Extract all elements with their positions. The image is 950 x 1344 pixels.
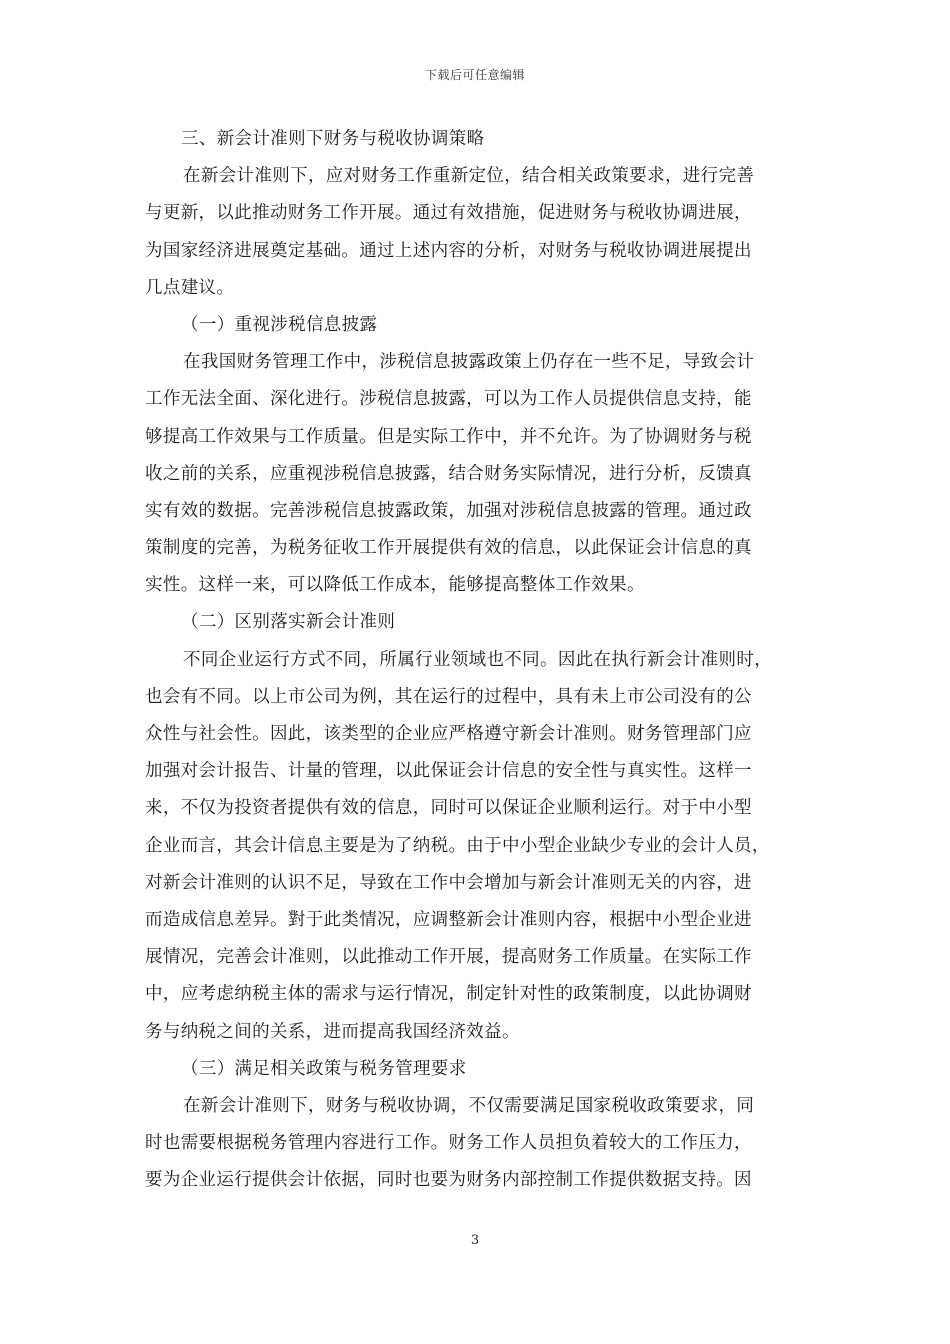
paragraph-line: 要为企业运行提供会计依据，同时也要为财务内部控制工作提供数据支持。因 <box>145 1170 752 1191</box>
page-header-note: 下载后可任意编辑 <box>424 68 525 82</box>
paragraph-line: 中，应考虑纳税主体的需求与运行情况，制定针对性的政策制度，以此协调财 <box>145 984 752 1005</box>
paragraph-line: 企业而言，其会计信息主要是为了纳税。由于中小型企业缺少专业的会计人员， <box>145 835 770 856</box>
subsection-heading: （一）重视涉税信息披露 <box>181 314 378 335</box>
paragraph-line: 策制度的完善，为税务征收工作开展提供有效的信息，以此保证会计信息的真 <box>145 538 752 559</box>
paragraph-line: 在我国财务管理工作中，涉税信息披露政策上仍存在一些不足，导致会计 <box>183 352 755 373</box>
paragraph-line: 与更新，以此推动财务工作开展。通过有效措施，促进财务与税收协调进展， <box>145 203 752 224</box>
paragraph-line: 实有效的数据。完善涉税信息披露政策，加强对涉税信息披露的管理。通过政 <box>145 500 752 521</box>
paragraph-line: 来，不仅为投资者提供有效的信息，同时可以保证企业顺利运行。对于中小型 <box>145 798 752 819</box>
paragraph-line: 几点建议。 <box>145 277 235 298</box>
paragraph-line: 也会有不同。以上市公司为例，其在运行的过程中，具有未上市公司没有的公 <box>145 686 752 707</box>
paragraph-line: 时也需要根据税务管理内容进行工作。财务工作人员担负着较大的工作压力， <box>145 1133 752 1154</box>
paragraph-line: 收之前的关系，应重视涉税信息披露，结合财务实际情况，进行分析，反馈真 <box>145 463 752 484</box>
paragraph-line: 够提高工作效果与工作质量。但是实际工作中，并不允许。为了协调财务与税 <box>145 426 752 447</box>
paragraph-line: 不同企业运行方式不同，所属行业领域也不同。因此在执行新会计准则时， <box>183 649 773 670</box>
paragraph-line: 工作无法全面、深化进行。涉税信息披露，可以为工作人员提供信息支持，能 <box>145 389 752 410</box>
paragraph-line: 务与纳税之间的关系，进而提高我国经济效益。 <box>145 1021 520 1042</box>
paragraph-line: 在新会计准则下，应对财务工作重新定位，结合相关政策要求，进行完善 <box>183 166 755 187</box>
section-heading: 三、新会计准则下财务与税收协调策略 <box>181 129 485 149</box>
paragraph-line: 在新会计准则下，财务与税收协调，不仅需要满足国家税收政策要求，同 <box>183 1095 755 1116</box>
page-number: 3 <box>470 1233 480 1248</box>
paragraph-line: 对新会计准则的认识不足，导致在工作中会增加与新会计准则无关的内容，进 <box>145 872 752 893</box>
paragraph-line: 而造成信息差异。對于此类情况，应调整新会计准则内容，根据中小型企业进 <box>145 909 752 930</box>
subsection-heading: （二）区别落实新会计准则 <box>181 612 396 633</box>
paragraph-line: 展情况，完善会计准则，以此推动工作开展，提高财务工作质量。在实际工作 <box>145 947 752 968</box>
document-body <box>145 121 805 1199</box>
paragraph-line: 加强对会计报告、计量的管理，以此保证会计信息的安全性与真实性。这样一 <box>145 761 752 782</box>
paragraph-line: 为国家经济进展奠定基础。通过上述内容的分析，对财务与税收协调进展提出 <box>145 240 752 261</box>
subsection-heading: （三）满足相关政策与税务管理要求 <box>181 1058 467 1079</box>
paragraph-line: 实性。这样一来，可以降低工作成本，能够提高整体工作效果。 <box>145 575 645 596</box>
paragraph-line: 众性与社会性。因此，该类型的企业应严格遵守新会计准则。财务管理部门应 <box>145 724 752 744</box>
